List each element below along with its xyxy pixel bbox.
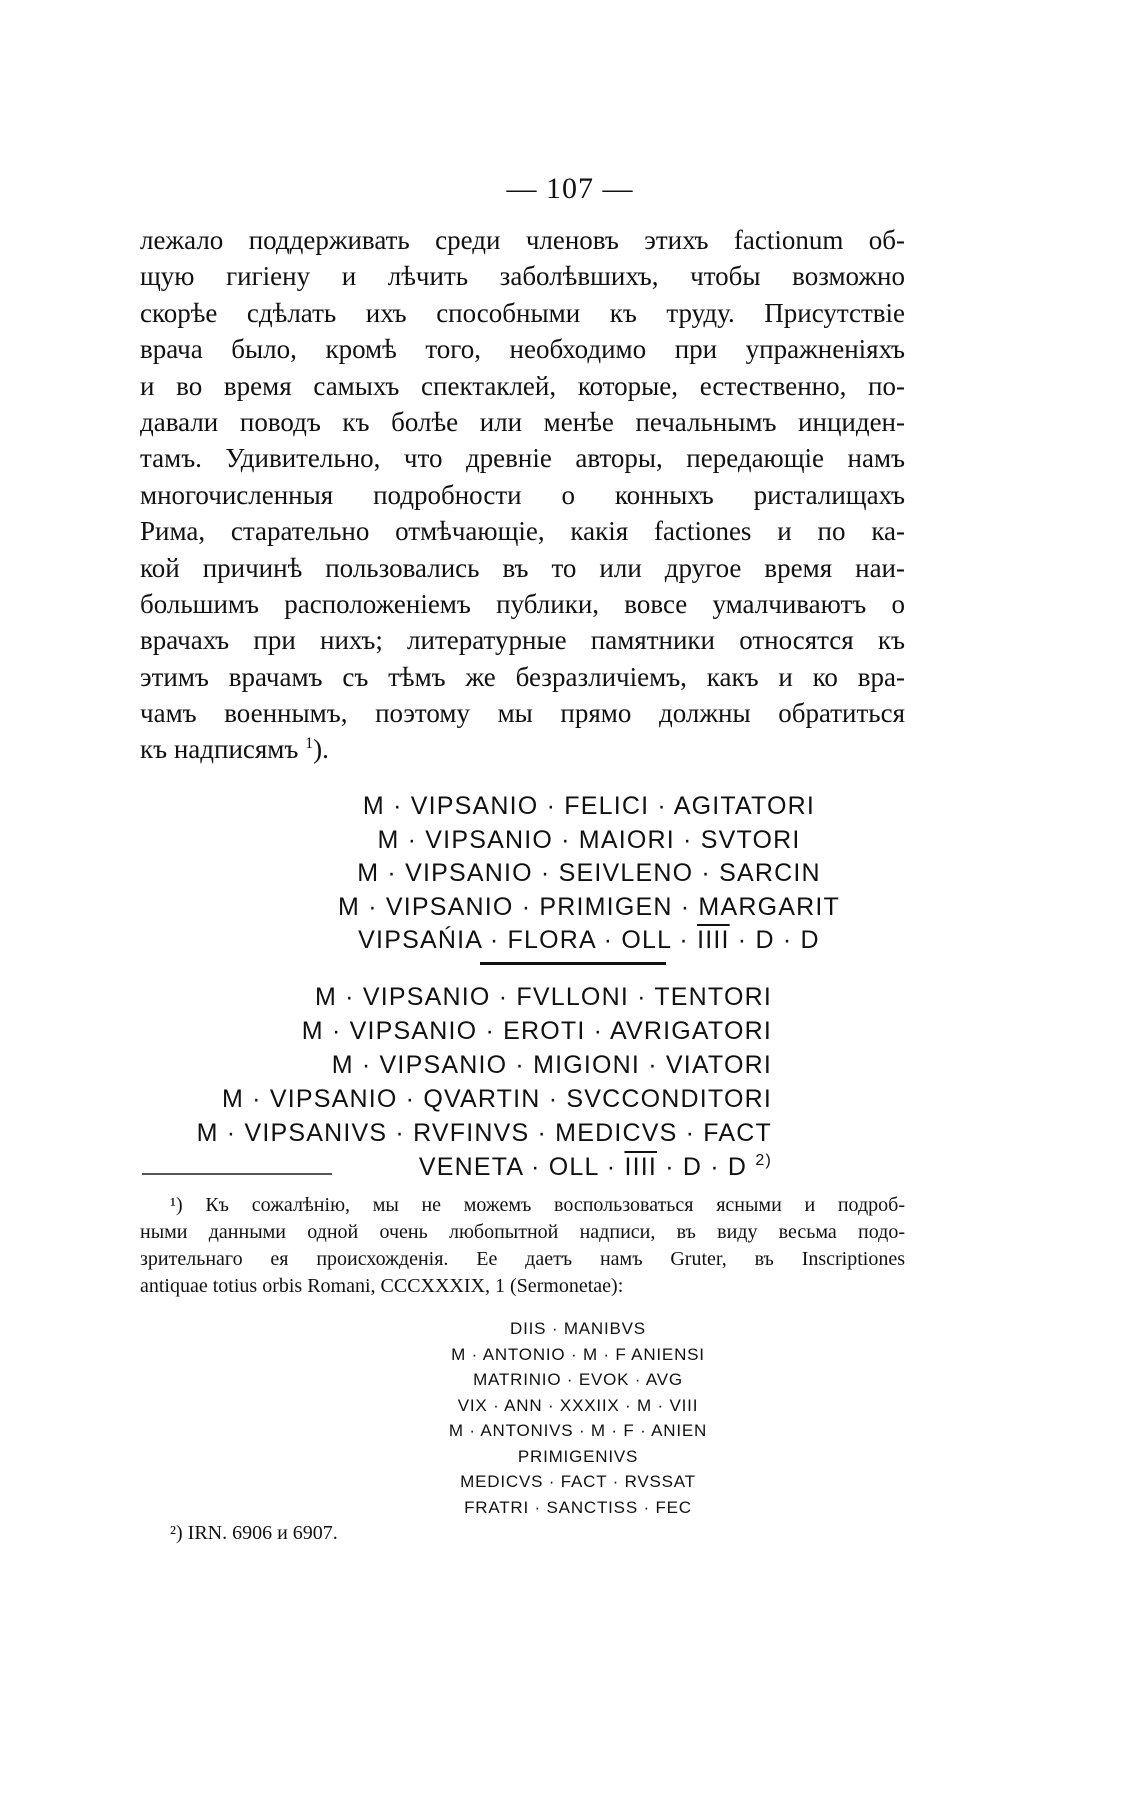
inscription-line: MEDICVS · FACT · RVSSAT xyxy=(460,1472,696,1491)
text-line: большимъ расположеніемъ публики, вовсе умалчиваютъ о xyxy=(140,588,905,619)
main-text xyxy=(140,222,905,768)
text-line: чамъ военнымъ, поэтому мы прямо должны обратиться xyxy=(140,698,905,729)
inscription-line: M · VIPSANIO · QVARTIN · SVCCONDITORI xyxy=(221,1085,772,1113)
footnote-line: ¹) Къ сожалѣнію, мы не можемъ воспользоваться ясными и подроб- xyxy=(170,1194,905,1216)
page-number: — 107 — xyxy=(506,172,634,205)
footnote-inscription xyxy=(0,1316,1140,1520)
inscription-line: M · VIPSANIO · FVLLONI · TENTORI xyxy=(315,983,772,1011)
text-fragment: къ надписямъ xyxy=(140,734,299,765)
text-line: скорѣе сдѣлать ихъ способными къ труду. Присутствіе xyxy=(140,297,905,328)
inscription-line: M · VIPSANIO · FELICI · AGITATORI xyxy=(362,792,816,820)
text-line: давали поводъ къ болѣе или менѣе печальнымъ инциден- xyxy=(140,406,905,437)
text-line: и во время самыхъ спектаклей, которые, естественно, по- xyxy=(140,370,905,401)
text-line: тамъ. Удивительно, что древніе авторы, передающіе намъ xyxy=(140,443,905,474)
inscription-line: M · ANTONIVS · M · F · ANIEN xyxy=(448,1421,708,1440)
text-line: щую гигіену и лѣчить заболѣвшихъ, чтобы возможно xyxy=(140,261,905,292)
inscription-line: M · VIPSANIO · SEIVLENO · SARCIN xyxy=(357,859,821,887)
inscription-line: M · VIPSANIVS · RVFINVS · MEDICVS · FACT xyxy=(196,1119,772,1147)
inscription-line xyxy=(0,924,1140,958)
footnote-line: antiquae totius orbis Romani, CCCXXXIX, 1 (Sermonetae): xyxy=(140,1275,624,1297)
text-line: Рима, старательно отмѣчающіе, какія factiones и по ка- xyxy=(140,516,905,547)
inscription-numeral: IIII xyxy=(697,926,730,954)
inscription-line: VIX · ANN · XXXIIX · M · VIII xyxy=(457,1395,699,1415)
inscription-line xyxy=(0,1150,1140,1184)
inscription-line: M · VIPSANIO · PRIMIGEN · MARGARIT xyxy=(338,892,840,921)
text-line: лежало поддерживать среди членовъ этихъ factionum об- xyxy=(140,225,905,255)
inscription-line: FRATRI · SANCTISS · FEC xyxy=(464,1497,692,1517)
inscription-fragment: VIPSAŃIA · FLORA · OLL · xyxy=(358,926,698,954)
section-divider xyxy=(480,962,666,965)
footnote-ref-1: 1 xyxy=(305,735,314,753)
text-line-last xyxy=(140,731,905,767)
inscription-line: MATRINIO · EVOK · AVG xyxy=(473,1370,683,1389)
inscription-line: DIIS · MANIBVS xyxy=(510,1319,646,1338)
footnote-1 xyxy=(140,1192,905,1300)
inscription-line: M · ANTONIO · M · F ANIENSI xyxy=(451,1344,705,1364)
inscription-first xyxy=(0,790,1140,958)
footnote-line: зрительнаго ея происхожденія. Ее даетъ намъ Gruter, въ Inscriptiones xyxy=(140,1248,905,1270)
text-line: этимъ врачамъ съ тѣмъ же безразличіемъ, какъ и ко вра- xyxy=(140,661,905,692)
text-line: кой причинѣ пользовались въ то или другое время наи- xyxy=(140,552,905,583)
inscription-second xyxy=(0,980,1140,1184)
inscription-line: M · VIPSANIO · EROTI · AVRIGATORI xyxy=(301,1017,772,1045)
footnote-line: ными данными одной очень любопытной надписи, въ виду весьма подо- xyxy=(140,1221,905,1243)
inscription-fragment: · D · D xyxy=(729,926,820,954)
text-line: многочисленныя подробности о конныхъ ристалищахъ xyxy=(140,479,905,510)
footnote-ref-2: 2) xyxy=(755,1152,772,1169)
inscription-numeral: IIII xyxy=(624,1153,658,1181)
footnote-divider xyxy=(142,1173,332,1175)
inscription-line: M · VIPSANIO · MAIORI · SVTORI xyxy=(377,825,801,854)
inscription-fragment: · D · D xyxy=(657,1153,748,1181)
inscription-fragment: VENETA · OLL · xyxy=(418,1153,625,1181)
inscription-line: M · VIPSANIO · MIGIONI · VIATORI xyxy=(331,1051,772,1079)
text-line: врачахъ при нихъ; литературные памятники относятся къ xyxy=(140,625,905,656)
text-line: врача было, кромѣ того, необходимо при упражненіяхъ xyxy=(140,334,905,365)
footnote-2: ²) IRN. 6906 и 6907. xyxy=(170,1522,338,1544)
text-fragment-end: ). xyxy=(313,734,329,765)
inscription-line: PRIMIGENIVS xyxy=(517,1446,639,1466)
